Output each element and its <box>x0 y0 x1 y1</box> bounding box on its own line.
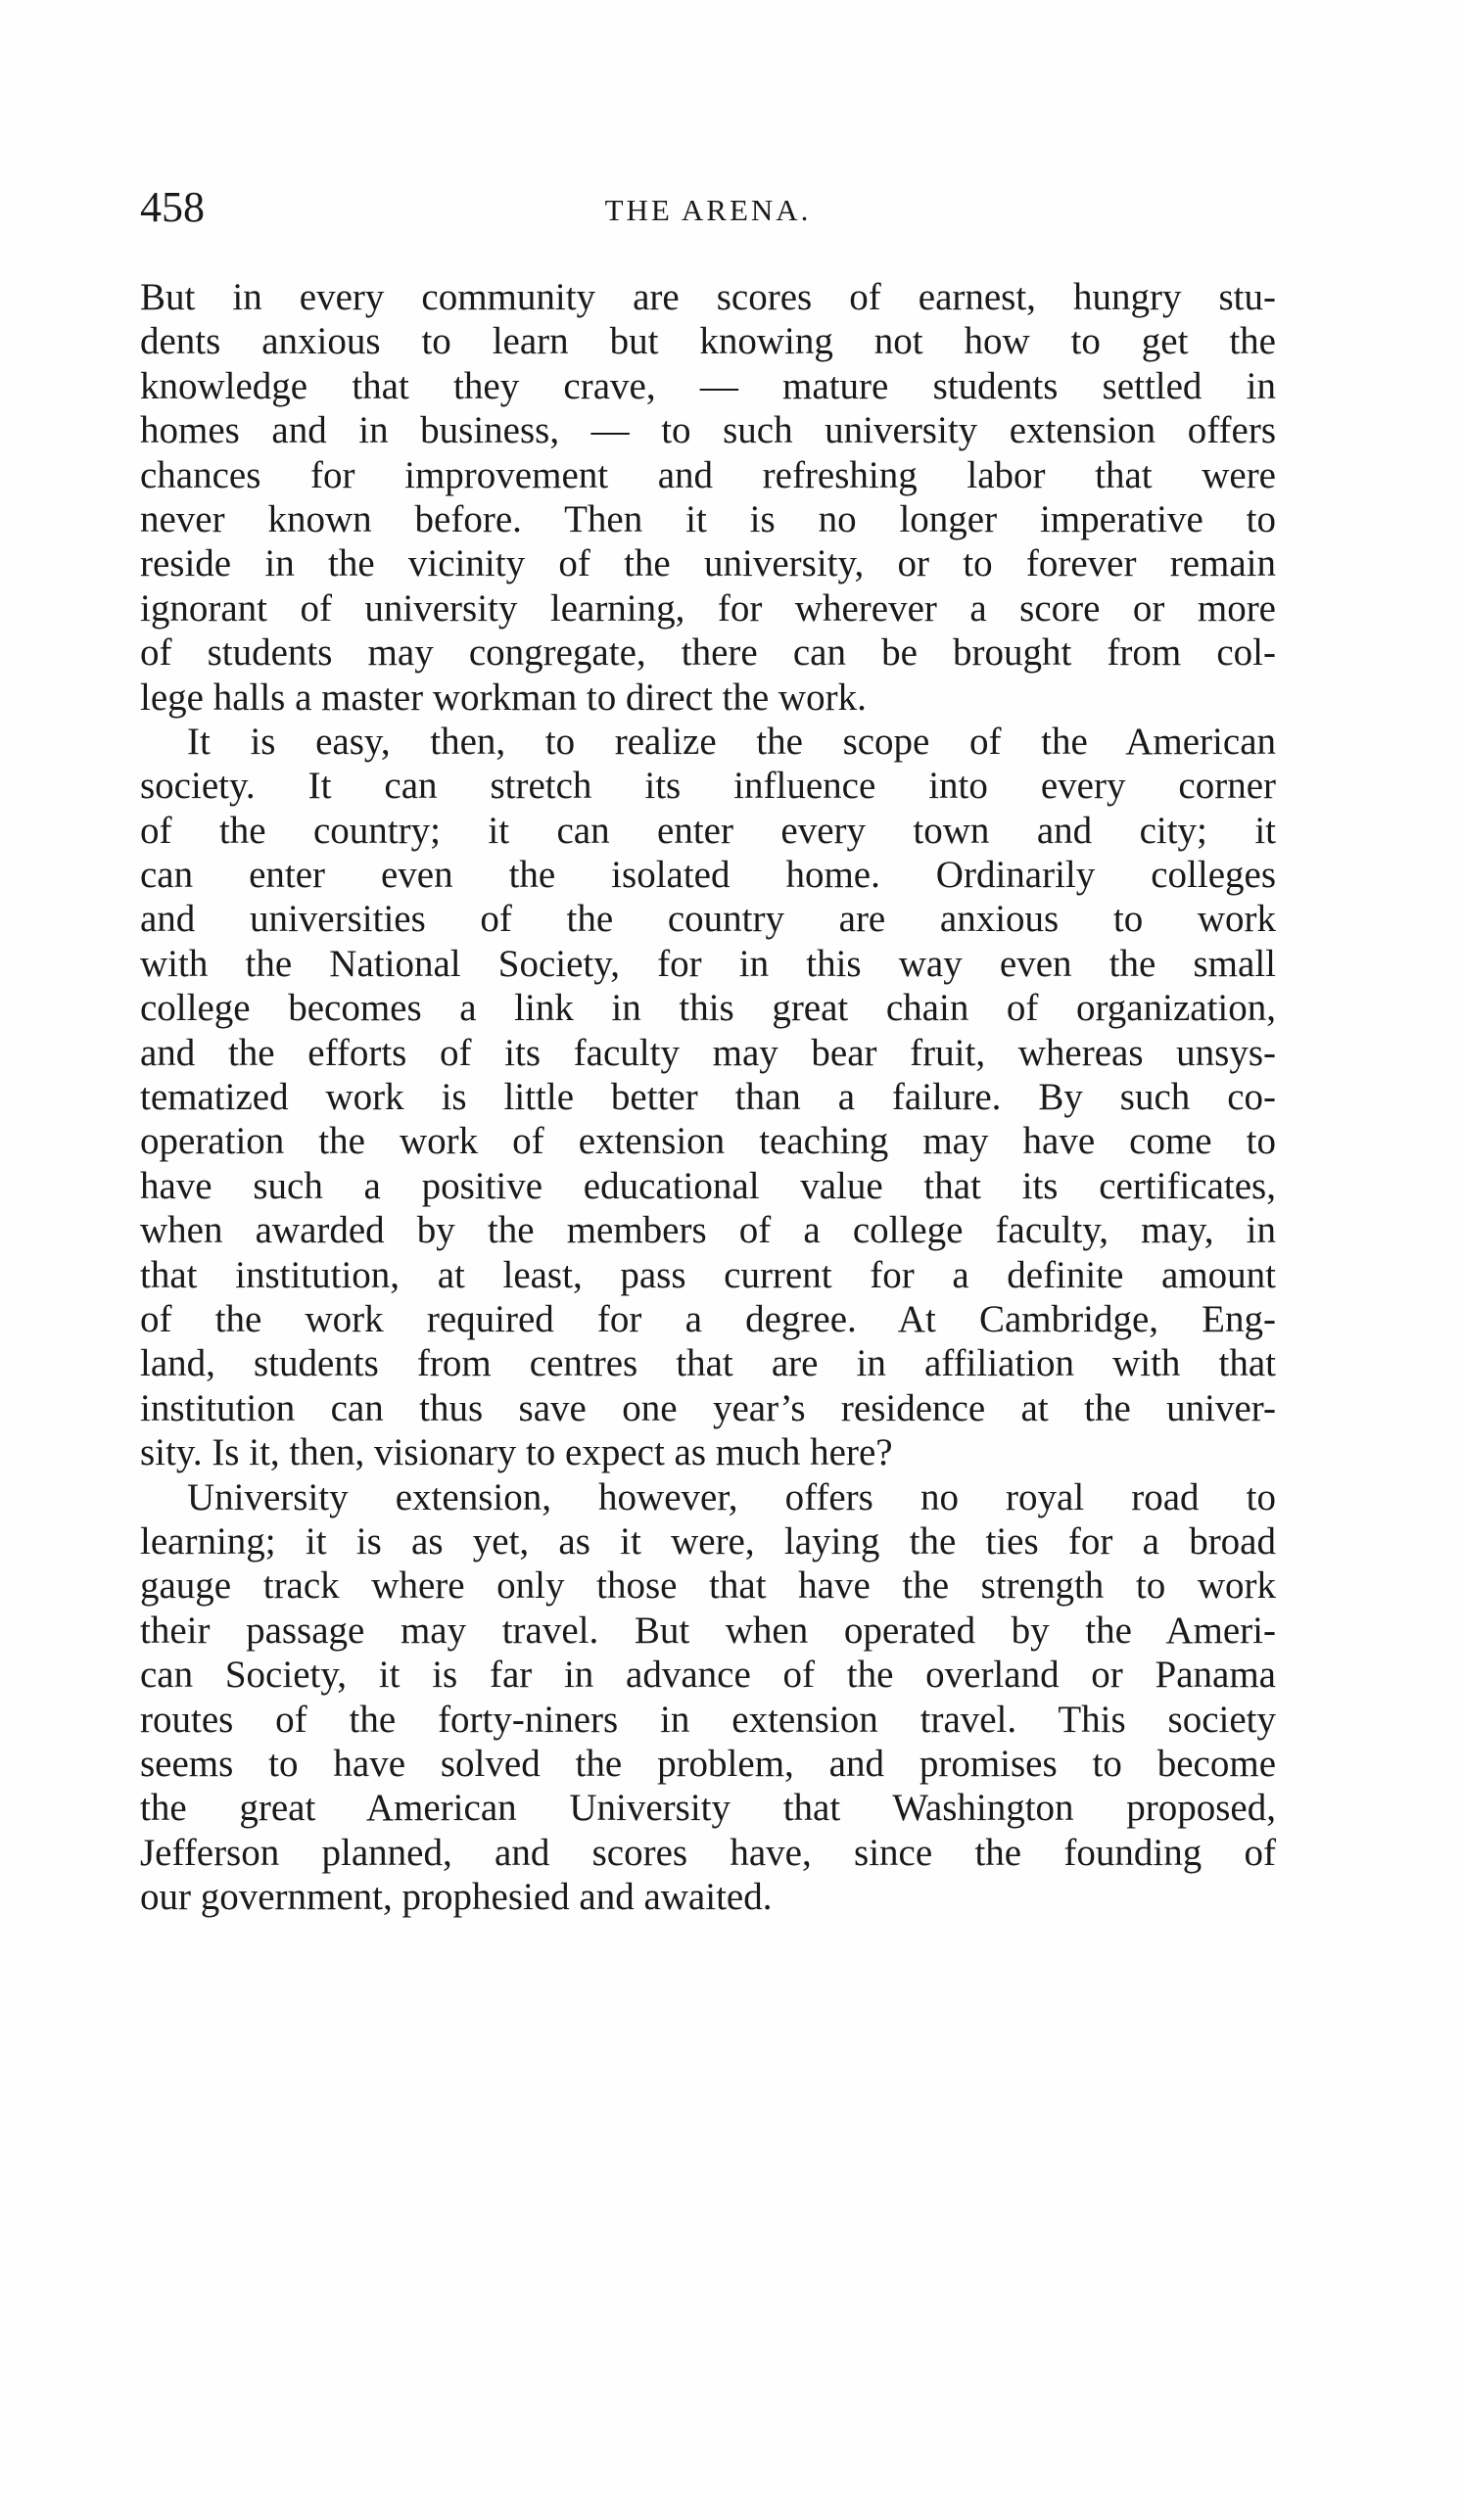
text-line: the great American University that Washington proposed, <box>140 1787 1276 1830</box>
text-line: University extension, however, offers no royal road to <box>187 1475 1276 1518</box>
text-line: land, students from centres that are in affiliation with that <box>140 1342 1276 1385</box>
text-line: institution can thus save one year’s residence at the univer- <box>140 1386 1276 1429</box>
text-line: of the work required for a degree. At Cambridge, Eng- <box>140 1297 1276 1340</box>
text-line: lege halls a master workman to direct the work. <box>140 676 867 719</box>
page-number: 458 <box>140 183 205 231</box>
body-text <box>140 275 1276 1919</box>
paragraph <box>140 275 1276 720</box>
text-line: their passage may travel. But when operated by the Ameri- <box>140 1609 1276 1652</box>
text-line: operation the work of extension teaching may have come to <box>140 1120 1276 1163</box>
text-line: of students may congregate, there can be brought from col- <box>140 631 1276 675</box>
text-line: and universities of the country are anxious to work <box>140 898 1276 941</box>
text-line: college becomes a link in this great chain of organization, <box>140 987 1276 1030</box>
paragraph <box>140 720 1276 1475</box>
text-line: chances for improvement and refreshing labor that were <box>140 453 1276 496</box>
text-line: with the National Society, for in this way even the small <box>140 942 1276 985</box>
text-line: our government, prophesied and awaited. <box>140 1876 773 1919</box>
text-line: But in every community are scores of earnest, hungry stu- <box>140 276 1276 318</box>
text-line: can Society, it is far in advance of the overland or Panama <box>140 1654 1276 1697</box>
text-line: routes of the forty-niners in extension travel. This society <box>140 1698 1276 1741</box>
text-line: society. It can stretch its influence into every corner <box>140 765 1276 808</box>
text-line: dents anxious to learn but knowing not how to get the <box>140 320 1276 363</box>
text-line: and the efforts of its faculty may bear fruit, whereas unsys- <box>140 1031 1276 1074</box>
text-line: Jefferson planned, and scores have, since the founding of <box>140 1831 1276 1874</box>
text-line: that institution, at least, pass current for a definite amount <box>140 1253 1276 1296</box>
text-line: learning; it is as yet, as it were, laying the ties for a broad <box>140 1519 1276 1563</box>
text-line: of the country; it can enter every town and city; it <box>140 809 1276 852</box>
text-line: It is easy, then, to realize the scope of the American <box>187 720 1276 763</box>
text-line: homes and in business, — to such university extension offers <box>140 409 1276 452</box>
text-line: when awarded by the members of a college faculty, may, in <box>140 1209 1276 1252</box>
text-line: reside in the vicinity of the university, or to forever remain <box>140 542 1276 585</box>
running-head <box>140 178 1276 237</box>
text-line: knowledge that they crave, — mature students settled in <box>140 364 1276 407</box>
text-line: ignorant of university learning, for wherever a score or more <box>140 586 1276 630</box>
text-line: tematized work is little better than a failure. By such co- <box>140 1076 1276 1119</box>
text-line: can enter even the isolated home. Ordinarily colleges <box>140 854 1276 897</box>
text-line: have such a positive educational value that its certificates, <box>140 1164 1276 1207</box>
paragraph <box>140 1475 1276 1920</box>
text-line: gauge track where only those that have the strength to work <box>140 1564 1276 1608</box>
text-line: sity. Is it, then, visionary to expect as much here? <box>140 1431 893 1474</box>
journal-title: THE ARENA. <box>604 193 812 227</box>
text-line: seems to have solved the problem, and promises to become <box>140 1742 1276 1785</box>
text-line: never known before. Then it is no longer imperative to <box>140 497 1276 540</box>
